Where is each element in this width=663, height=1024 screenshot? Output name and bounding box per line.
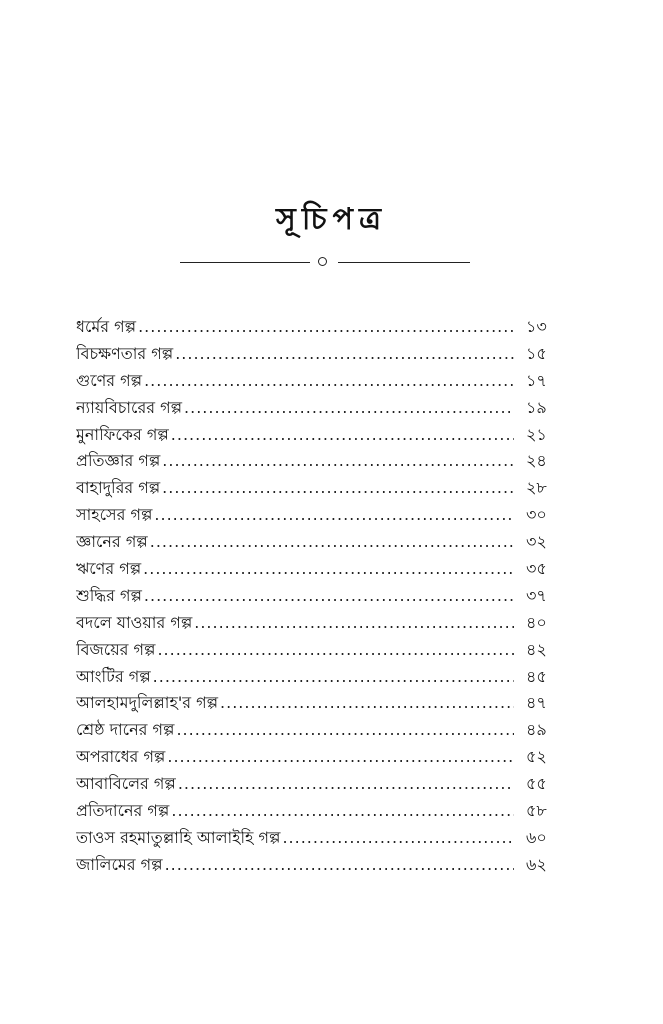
toc-entry-title: সাহসের গল্প xyxy=(76,505,153,525)
toc-entry-title: মুনাফিকের গল্প xyxy=(76,424,169,444)
toc-entry-title: আংটির গল্প xyxy=(76,666,151,686)
toc-entry-title: ঋণের গল্প xyxy=(76,559,142,579)
toc-entry-page-number: ৪২ xyxy=(526,639,547,659)
toc-entry xyxy=(76,529,574,556)
toc-entry-page-number: ৪৭ xyxy=(526,693,547,713)
toc-entry-page-number: ৪৫ xyxy=(526,666,547,686)
toc-entry-title: জালিমের গল্প xyxy=(76,854,163,874)
toc-entry-title: বিজয়ের গল্প xyxy=(76,639,156,659)
toc-entry xyxy=(76,395,574,422)
toc-entry-page-number: ৩৭ xyxy=(526,585,547,605)
toc-dot-leader xyxy=(157,640,514,659)
toc-dot-leader xyxy=(171,801,514,820)
toc-entry xyxy=(76,422,574,449)
toc-entry-page-number: ৩২ xyxy=(526,532,547,552)
toc-entry-page-number: ৬২ xyxy=(526,854,547,874)
toc-dot-leader xyxy=(176,720,514,739)
toc-entry-page-number: ১৯ xyxy=(526,397,547,417)
toc-entry-page-number: ১৭ xyxy=(526,370,547,390)
toc-entry xyxy=(76,744,574,771)
toc-entry-title: শুদ্ধির গল্প xyxy=(76,585,142,605)
toc-entry xyxy=(76,825,574,852)
toc-entry-title: আলহামদুলিল্লাহ'র গল্প xyxy=(76,693,219,713)
toc-dot-leader xyxy=(220,693,514,712)
toc-entry xyxy=(76,690,574,717)
toc-dot-leader xyxy=(178,774,514,793)
divider-circle-icon xyxy=(318,257,327,266)
toc-entry-page-number: ৫২ xyxy=(526,747,547,767)
toc-entry-page-number: ৬০ xyxy=(526,827,547,847)
toc-dot-leader xyxy=(282,828,514,847)
toc-entry-title: তাওস রহমাতুল্লাহি আলাইহি গল্প xyxy=(76,827,281,847)
toc-entry-title: প্রতিদানের গল্প xyxy=(76,801,170,821)
toc-entry-title: বদলে যাওয়ার গল্প xyxy=(76,612,193,632)
toc-dot-leader xyxy=(144,586,514,605)
toc-entry-title: শ্রেষ্ঠ দানের গল্প xyxy=(76,720,175,740)
toc-dot-leader xyxy=(194,613,514,632)
toc-entry-page-number: ৩৫ xyxy=(526,559,547,579)
toc-entry-page-number: ৫৫ xyxy=(526,774,547,794)
page-title: সূচিপত্র xyxy=(276,202,387,237)
toc-dot-leader xyxy=(162,451,514,470)
toc-entry-page-number: ২৮ xyxy=(526,478,547,498)
toc-dot-leader xyxy=(143,559,514,578)
toc-entry-page-number: ১৫ xyxy=(526,343,547,363)
toc-entry xyxy=(76,583,574,610)
toc-entry xyxy=(76,448,574,475)
toc-entry-title: বিচক্ষণতার গল্প xyxy=(76,343,174,363)
toc-entry-title: অপরাধের গল্প xyxy=(76,747,166,767)
toc-entry-title: ন্যায়বিচারের গল্প xyxy=(76,397,183,417)
toc-dot-leader xyxy=(153,667,514,686)
toc-dot-leader xyxy=(184,398,514,417)
toc-entry xyxy=(76,368,574,395)
toc-entry-page-number: ১৩ xyxy=(526,317,547,336)
toc-dot-leader xyxy=(138,317,514,336)
table-of-contents xyxy=(76,314,574,879)
toc-entry-title: প্রতিজ্ঞার গল্প xyxy=(76,451,161,471)
toc-entry xyxy=(76,664,574,691)
toc-dot-leader xyxy=(167,747,514,766)
toc-entry xyxy=(76,610,574,637)
toc-entry-title: ধর্মের গল্প xyxy=(76,317,137,336)
toc-entry xyxy=(76,314,574,341)
toc-entry xyxy=(76,771,574,798)
toc-entry-page-number: ৫৮ xyxy=(526,801,547,821)
toc-dot-leader xyxy=(150,532,514,551)
toc-entry-title: বাহাদুরির গল্প xyxy=(76,478,161,498)
toc-entry-page-number: ৩০ xyxy=(526,505,547,525)
toc-entry-page-number: ২১ xyxy=(526,424,547,444)
divider-line-right xyxy=(338,262,470,263)
toc-entry xyxy=(76,556,574,583)
toc-entry xyxy=(76,502,574,529)
toc-entry xyxy=(76,475,574,502)
toc-entry-title: আবাবিলের গল্প xyxy=(76,774,176,794)
toc-entry xyxy=(76,717,574,744)
toc-entry-page-number: ৪০ xyxy=(526,612,547,632)
toc-entry xyxy=(76,798,574,825)
toc-dot-leader xyxy=(144,371,514,390)
divider-line-left xyxy=(180,262,310,263)
toc-dot-leader xyxy=(171,425,514,444)
toc-entry xyxy=(76,341,574,368)
toc-entry xyxy=(76,637,574,664)
toc-dot-leader xyxy=(154,505,514,524)
toc-dot-leader xyxy=(165,855,514,874)
toc-entry-title: জ্ঞানের গল্প xyxy=(76,532,148,552)
title-ornament-divider xyxy=(180,256,482,270)
toc-dot-leader xyxy=(162,478,514,497)
toc-entry-page-number: ২৪ xyxy=(526,451,547,471)
toc-dot-leader xyxy=(175,344,514,363)
toc-entry-title: গুণের গল্প xyxy=(76,370,143,390)
toc-entry xyxy=(76,852,574,879)
toc-entry-page-number: ৪৯ xyxy=(526,720,547,740)
